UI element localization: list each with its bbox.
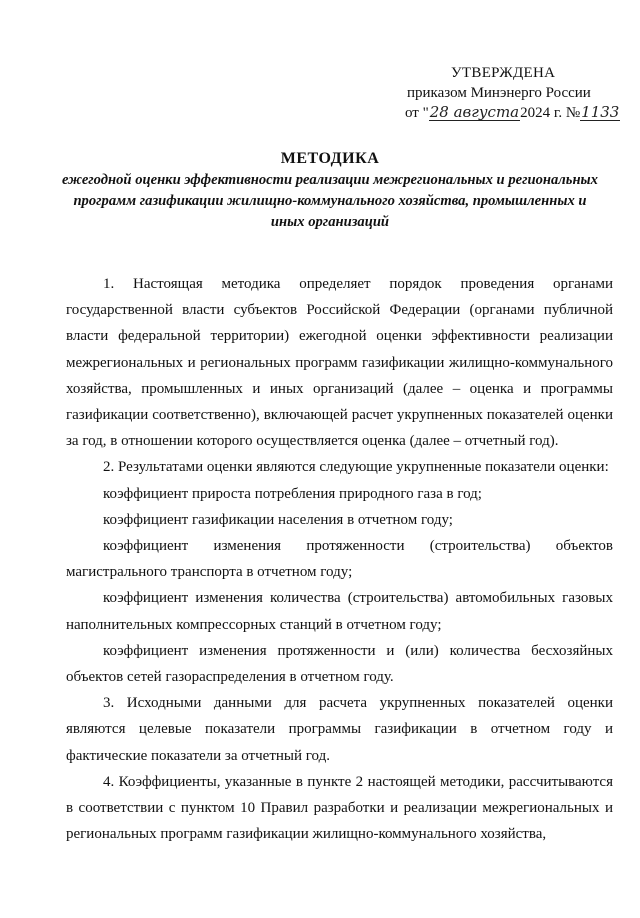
list-item-ownerless-networks: коэффициент изменения протяженности и (или) количества бесхозяйных объектов сетей газораспределения в отчетном году. — [66, 642, 613, 686]
list-item-population-gasification: коэффициент газификации населения в отчетном году; — [103, 511, 453, 528]
document-body — [66, 271, 613, 847]
document-title-block — [60, 148, 600, 233]
approval-date-line — [405, 103, 635, 123]
approval-stamp-block — [405, 63, 635, 123]
paragraph-2: 2. Результатами оценки являются следующие укрупненные показатели оценки: — [103, 459, 609, 476]
handwritten-order-number: 1133 — [581, 103, 620, 121]
list-item-main-transport: коэффициент изменения протяженности (строительства) объектов магистрального транспорта в отчетном году; — [66, 538, 613, 581]
list-item-gas-stations: коэффициент изменения количества (строительства) автомобильных газовых наполнительных компрессорных станций в отчетном году; — [66, 590, 613, 633]
approval-date-middle: 2024 г. № — [520, 105, 581, 121]
document-subtitle: ежегодной оценки эффективности реализации межрегиональных и региональных программ газификации жилищно-коммунального хозяйства, промышленных и иных организаций — [62, 172, 598, 230]
paragraph-3: 3. Исходными данными для расчета укрупненных показателей оценки являются целевые показатели программы газификации в отчетном году и фактические показатели за отчетный год. — [66, 695, 613, 764]
document-title: МЕТОДИКА — [280, 150, 380, 167]
handwritten-date: 28 августа — [429, 103, 520, 121]
list-item-gas-consumption: коэффициент прироста потребления природного газа в год; — [103, 485, 482, 502]
paragraph-4: 4. Коэффициенты, указанные в пункте 2 настоящей методики, рассчитываются в соответствии с пунктом 10 Правил разработки и реализации межрегиональных и региональных программ газификации жилищно-коммунального хозяйства, — [66, 773, 613, 843]
approval-date-prefix: от " — [405, 105, 429, 121]
approval-heading: УТВЕРЖДЕНА — [451, 65, 556, 81]
approval-order-line: приказом Минэнерго России — [407, 85, 591, 101]
paragraph-1: 1. Настоящая методика определяет порядок проведения органами государственной власти субъектов Российской Федерации (органами публичной власти федеральной территории) ежегодной оценки эффективности реализации межрегиональных и региональных программ газификации жилищно-коммунального хозяйства, промышленных и иных организаций (далее – оценка и программы газификации соответственно), включающей расчет укрупненных показателей оценки за год, в отношении которого осуществляется оценка (далее – отчетный год). — [66, 276, 613, 450]
